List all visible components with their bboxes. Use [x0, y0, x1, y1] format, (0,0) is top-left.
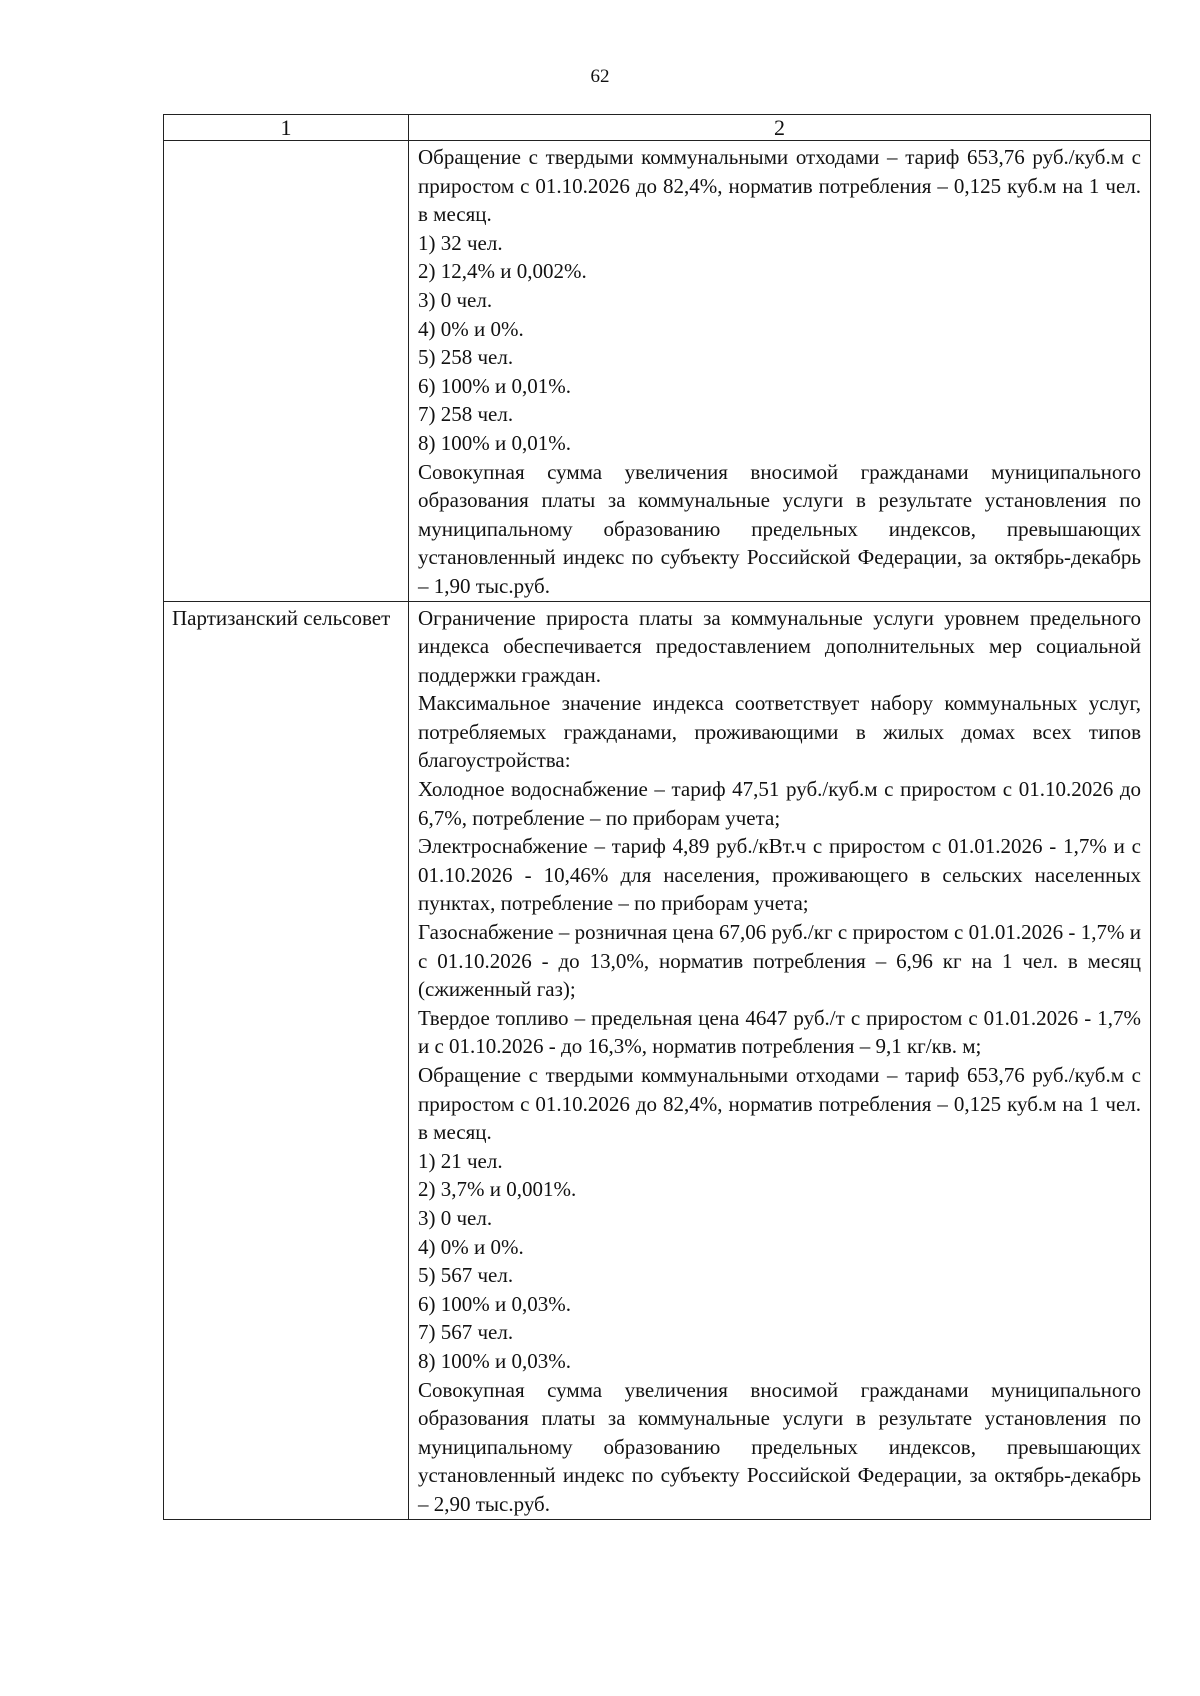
paragraph: Электроснабжение – тариф 4,89 руб./кВт.ч с приростом с 01.01.2026 - 1,7% и с 01.10.2026 - 10,46% для населения, проживающего в сельских населенных пунктах, потребление – по приборам учета;: [418, 834, 1141, 916]
table-row: [164, 141, 1151, 602]
list-item: 8) 100% и 0,01%.: [418, 430, 571, 455]
list-item: 4) 0% и 0%.: [418, 316, 524, 341]
summary-paragraph: Совокупная сумма увеличения вносимой гражданами муниципального образования платы за коммунальные услуги в результате установления по муниципальному образованию предельных индексов, превышающих установленный индекс по субъекту Российской Федерации, за октябрь-декабрь – 1,90 тыс.руб.: [418, 459, 1141, 598]
document-table: [163, 114, 1151, 1520]
table-header-row: [164, 115, 1151, 141]
description-cell: [409, 601, 1151, 1519]
list-item: 7) 567 чел.: [418, 1320, 514, 1345]
municipality-name-cell: [164, 141, 409, 602]
list-item: 6) 100% и 0,03%.: [418, 1291, 571, 1316]
paragraph: Твердое топливо – предельная цена 4647 руб./т с приростом с 01.01.2026 - 1,7% и с 01.10.2026 - до 16,3%, норматив потребления – 9,1 кг/кв. м;: [418, 1005, 1141, 1059]
list-item: 6) 100% и 0,01%.: [418, 373, 571, 398]
municipality-name-cell: Партизанский сельсовет: [164, 601, 409, 1519]
list-item: 4) 0% и 0%.: [418, 1234, 524, 1259]
list-item: 1) 32 чел.: [418, 230, 503, 255]
column-header-1: 1: [164, 115, 409, 141]
list-item: 3) 0 чел.: [418, 287, 493, 312]
description-cell: [409, 141, 1151, 602]
list-item: 2) 12,4% и 0,002%.: [418, 259, 587, 284]
list-item: 5) 258 чел.: [418, 345, 514, 370]
paragraph: Ограничение прироста платы за коммунальные услуги уровнем предельного индекса обеспечивается предоставлением дополнительных мер социальной поддержки граждан.: [418, 605, 1141, 687]
list-item: 5) 567 чел.: [418, 1263, 514, 1288]
list-item: 1) 21 чел.: [418, 1148, 503, 1173]
paragraph: Обращение с твердыми коммунальными отходами – тариф 653,76 руб./куб.м с приростом с 01.10.2026 до 82,4%, норматив потребления – 0,125 куб.м на 1 чел. в месяц.: [418, 145, 1141, 227]
paragraph: Холодное водоснабжение – тариф 47,51 руб./куб.м с приростом с 01.10.2026 до 6,7%, потребление – по приборам учета;: [418, 777, 1141, 830]
summary-paragraph: Совокупная сумма увеличения вносимой гражданами муниципального образования платы за коммунальные услуги в результате установления по муниципальному образованию предельных индексов, превышающих установленный индекс по субъекту Российской Федерации, за октябрь-декабрь – 2,90 тыс.руб.: [418, 1377, 1141, 1516]
paragraph: Газоснабжение – розничная цена 67,06 руб./кг с приростом с 01.01.2026 - 1,7% и с 01.10.2026 - до 13,0%, норматив потребления – 6,96 кг на 1 чел. в месяц (сжиженный газ);: [418, 920, 1141, 1002]
list-item: 2) 3,7% и 0,001%.: [418, 1177, 577, 1202]
paragraph: Максимальное значение индекса соответствует набору коммунальных услуг, потребляемых гражданами, проживающими в жилых домах всех типов благоустройства:: [418, 691, 1141, 773]
paragraph: Обращение с твердыми коммунальными отходами – тариф 653,76 руб./куб.м с приростом с 01.10.2026 до 82,4%, норматив потребления – 0,125 куб.м на 1 чел. в месяц.: [418, 1063, 1141, 1145]
page-number: 62: [590, 66, 610, 87]
table-row: [164, 601, 1151, 1519]
list-item: 8) 100% и 0,03%.: [418, 1348, 571, 1373]
list-item: 7) 258 чел.: [418, 402, 514, 427]
column-header-2: 2: [409, 115, 1151, 141]
list-item: 3) 0 чел.: [418, 1205, 493, 1230]
